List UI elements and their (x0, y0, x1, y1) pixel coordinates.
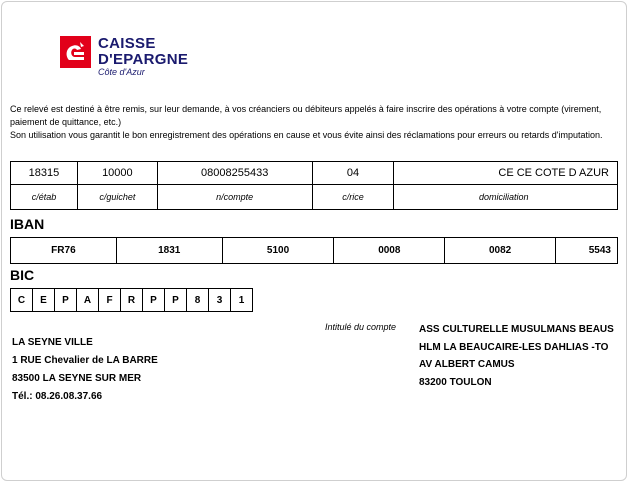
iban-group: 1831 (116, 238, 222, 264)
iban-group: 5543 (556, 238, 618, 264)
bic-char: 1 (231, 289, 253, 312)
bic-char: 8 (187, 289, 209, 312)
branch-city: 83500 LA SEYNE SUR MER (12, 373, 142, 384)
bank-code: 18315 (11, 162, 78, 185)
account-holder (419, 321, 627, 391)
rib-key-label: c/rice (312, 185, 394, 210)
holder-line1: ASS CULTURELLE MUSULMANS BEAUS (419, 324, 614, 335)
logo-region: Côte d'Azur (98, 67, 145, 77)
bic-char: F (99, 289, 121, 312)
bic-char: R (121, 289, 143, 312)
bic-row (11, 289, 253, 312)
squirrel-logo-icon (60, 36, 91, 68)
bic-char: A (77, 289, 99, 312)
bank-logo (60, 36, 188, 77)
iban-group: 0008 (334, 238, 445, 264)
bic-char: 3 (209, 289, 231, 312)
rib-key: 04 (312, 162, 394, 185)
bic-char: C (11, 289, 33, 312)
intro-text (10, 103, 622, 142)
domiciliation: CE CE COTE D AZUR (394, 162, 618, 185)
branch-code: 10000 (77, 162, 157, 185)
holder-line4: 83200 TOULON (419, 376, 492, 388)
holder-line3: AV ALBERT CAMUS (419, 359, 515, 370)
account-table (10, 161, 618, 210)
bic-char: P (55, 289, 77, 312)
branch-code-label: c/guichet (77, 185, 157, 210)
intro-line1: Ce relevé est destiné à être remis, sur leur demande, à vos créanciers ou débiteurs appelés à faire inscrire des opérations à votre compte (virement, paiement de quittance, etc.) (10, 104, 602, 127)
domiciliation-label: domiciliation (394, 185, 618, 210)
bic-table (10, 288, 253, 312)
bic-char: E (33, 289, 55, 312)
intro-line2: Son utilisation vous garantit le bon enregistrement des opérations en cause et vous évite ainsi des réclamations pour erreurs ou retards d'imputation. (10, 130, 603, 140)
branch-name: LA SEYNE VILLE (12, 337, 93, 348)
branch-address (12, 334, 158, 406)
account-number-label: n/compte (157, 185, 312, 210)
branch-phone: Tél.: 08.26.08.37.66 (12, 391, 103, 402)
logo-brand-line2: D'EPARGNE (98, 51, 189, 68)
iban-group: FR76 (11, 238, 117, 264)
account-values-row (11, 162, 618, 185)
account-holder-label: Intitulé du compte (325, 322, 397, 332)
account-number: 08008255433 (157, 162, 312, 185)
branch-street: 1 RUE Chevalier de LA BARRE (12, 355, 158, 366)
iban-table (10, 237, 618, 264)
bic-char: P (143, 289, 165, 312)
iban-group: 0082 (445, 238, 556, 264)
account-labels-row (11, 185, 618, 210)
iban-title: IBAN (10, 216, 45, 232)
holder-line2: HLM LA BEAUCAIRE-LES DAHLIAS -TO (419, 341, 609, 353)
bank-code-label: c/étab (11, 185, 78, 210)
logo-brand-line1: CAISSE (98, 35, 156, 52)
bic-char: P (165, 289, 187, 312)
bic-title: BIC (10, 267, 35, 283)
iban-group: 5100 (222, 238, 334, 264)
iban-row (11, 238, 618, 264)
